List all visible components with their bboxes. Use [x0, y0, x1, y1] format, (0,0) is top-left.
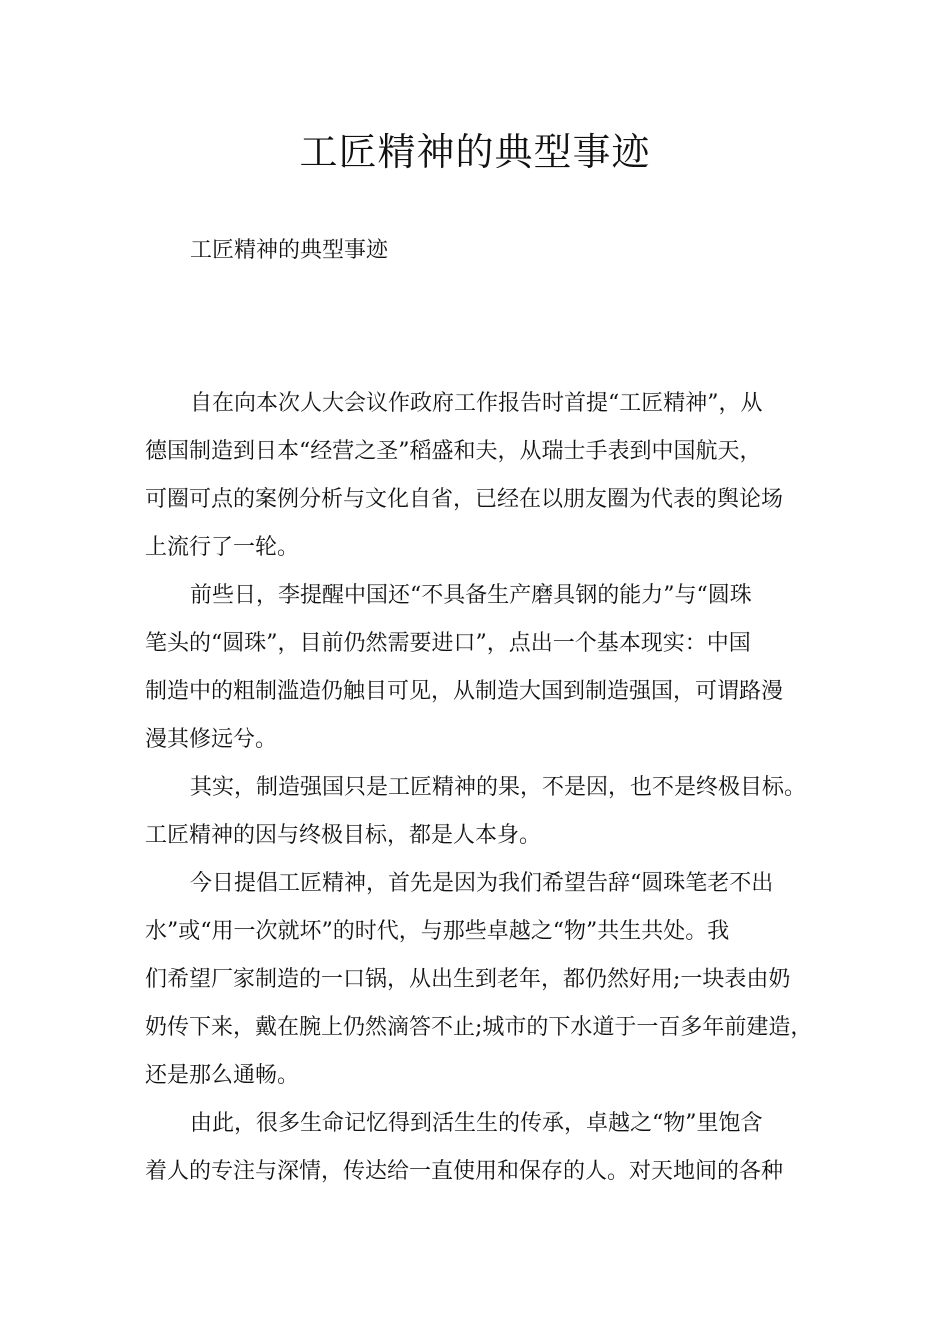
- body-text-line: 德国制造到日本“经营之圣”稻盛和夫，从瑞士手表到中国航天，: [145, 439, 762, 464]
- body-text-line: 其实，制造强国只是工匠精神的果，不是因，也不是终极目标。: [190, 775, 807, 800]
- body-text-line: 奶传下来，戴在腕上仍然滴答不止;城市的下水道于一百多年前建造，: [145, 1015, 813, 1040]
- document-title: 工匠精神的典型事迹: [299, 130, 651, 174]
- document-body: [145, 380, 825, 1196]
- body-text-line: 由此，很多生命记忆得到活生生的传承，卓越之“物”里饱含: [190, 1111, 763, 1136]
- document-subtitle: 工匠精神的典型事迹: [190, 238, 389, 263]
- body-text-line: 上流行了一轮。: [145, 535, 300, 560]
- body-text-line: 着人的专注与深情，传达给一直使用和保存的人。对天地间的各种: [145, 1159, 784, 1184]
- body-text-line: 工匠精神的因与终极目标，都是人本身。: [145, 823, 542, 848]
- body-text-line: 前些日，李提醒中国还“不具备生产磨具钢的能力”与“圆珠: [190, 583, 752, 608]
- body-text-line: 漫其修远兮。: [145, 727, 278, 752]
- body-text-line: 制造中的粗制滥造仍触目可见，从制造大国到制造强国，可谓路漫: [145, 679, 784, 704]
- body-text-line: 今日提倡工匠精神，首先是因为我们希望告辞“圆珠笔老不出: [190, 871, 774, 896]
- body-text-line: 可圈可点的案例分析与文化自省，已经在以朋友圈为代表的舆论场: [145, 487, 784, 512]
- body-text-line: 水”或“用一次就坏”的时代，与那些卓越之“物”共生共处。我: [145, 919, 730, 944]
- body-text-line: 笔头的“圆珠”，目前仍然需要进口”，点出一个基本现实：中国: [145, 631, 751, 656]
- body-text-line: 们希望厂家制造的一口锅，从出生到老年，都仍然好用;一块表由奶: [145, 967, 791, 992]
- body-text-line: 自在向本次人大会议作政府工作报告时首提“工匠精神”，从: [190, 391, 763, 416]
- body-text-line: 还是那么通畅。: [145, 1063, 300, 1088]
